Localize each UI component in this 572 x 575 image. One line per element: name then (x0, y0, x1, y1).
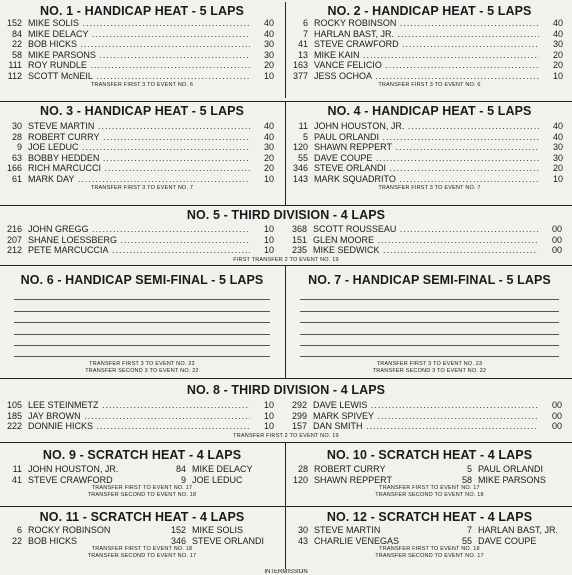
blank-line (14, 289, 270, 300)
rider-name: DAN SMITH ..... (313, 421, 538, 432)
entry-row (286, 50, 572, 61)
event-title: NO. 11 - SCRATCH HEAT - 4 LAPS (39, 510, 245, 524)
car-number: 105 (6, 400, 22, 410)
blank-line (14, 312, 270, 323)
entry-list-left (0, 400, 284, 433)
transfer-note: TRANSFER FIRST 3 TO EVENT NO. 7 (90, 184, 194, 191)
car-number: 11 (298, 121, 308, 131)
car-number: 22 (11, 39, 22, 50)
entry-row (286, 132, 572, 143)
entry-list (0, 525, 284, 546)
entry-row (0, 224, 284, 235)
transfer-note: TRANSFER SECOND TO EVENT NO. 18 (87, 492, 197, 499)
blank-line (300, 312, 559, 323)
entry-row (0, 475, 284, 486)
handicap-points: 20 (250, 163, 284, 174)
rider-name: SHAWN REPPERT ..... (314, 142, 539, 153)
rider-name: MIKE DELACY (192, 464, 253, 474)
handicap-points: 40 (250, 29, 284, 40)
handicap-points: 00 (538, 224, 572, 235)
entry-row (0, 71, 284, 82)
car-number: 216 (6, 224, 22, 234)
handicap-points: 10 (539, 71, 572, 82)
rider-name: BOBBY HEDDEN ..... (28, 153, 250, 164)
event-12 (285, 507, 572, 569)
handicap-points: 10 (250, 411, 284, 422)
handicap-points: 20 (250, 60, 284, 71)
car-number: 41 (11, 474, 22, 485)
car-number: 11 (12, 464, 22, 474)
rider-name: ROBERT CURRY ..... (28, 132, 250, 143)
rider-name: JESS OCHOA ..... (314, 71, 539, 82)
rider-name: JOHN HOUSTON, JR. (28, 464, 119, 474)
entry-row (0, 29, 284, 40)
rider-name: RICH MARCUCCI ..... (28, 163, 250, 174)
rider-name: STEVE CRAWFORD ..... (314, 39, 539, 50)
event-title: NO. 8 - THIRD DIVISION - 4 LAPS (186, 383, 386, 397)
blank-line (300, 289, 559, 300)
section-event-5 (0, 205, 572, 265)
transfer-note: TRANSFER SECOND TO EVENT NO. 17 (87, 553, 197, 560)
entry-list (286, 525, 572, 546)
entry-row (0, 536, 284, 547)
handicap-points: 30 (539, 142, 572, 153)
entry-row (0, 60, 284, 71)
car-number: 84 (11, 28, 22, 39)
blank-line (14, 300, 270, 311)
handicap-points: 00 (538, 245, 572, 256)
blank-line (300, 323, 559, 334)
event-title: NO. 1 - HANDICAP HEAT - 5 LAPS (40, 4, 244, 18)
footer-label: INTERMISSION (264, 569, 308, 575)
car-number: 5 (302, 131, 308, 142)
rider-name: MARK SQUADRITO ..... (314, 174, 539, 185)
rider-name: DAVE COUPE ..... (314, 153, 539, 164)
rider-name: ROY RUNDLE ..... (28, 60, 250, 71)
entry-row (0, 142, 284, 153)
rider-name: STEVE MARTIN (314, 525, 381, 535)
entry-list-right (285, 400, 572, 433)
entry-row (286, 525, 572, 536)
handicap-points: 00 (538, 235, 572, 246)
rider-name: GLEN MOORE ..... (313, 235, 538, 246)
blank-line (300, 346, 559, 357)
entry-row (286, 536, 572, 547)
car-number: 163 (292, 60, 308, 71)
rider-name: MIKE SEDWICK ..... (313, 245, 538, 256)
rider-name: DONNIE HICKS ..... (28, 421, 250, 432)
car-number: 30 (297, 525, 308, 535)
handicap-points: 30 (539, 153, 572, 164)
transfer-note: TRANSFER FIRST TO EVENT NO. 17 (91, 485, 193, 492)
handicap-points: 00 (538, 400, 572, 411)
transfer-note: TRANSFER FIRST 3 TO EVENT NO. 23 (89, 361, 195, 368)
entry-row (0, 121, 284, 132)
car-number: 58 (11, 49, 22, 60)
car-number: 61 (11, 173, 22, 184)
car-number: 84 (175, 464, 186, 474)
car-number: 152 (170, 525, 186, 535)
entry-row (286, 153, 572, 164)
car-number: 143 (292, 173, 308, 184)
car-number: 7 (466, 525, 472, 535)
entry-row (285, 411, 572, 422)
car-number: 120 (292, 474, 308, 485)
section-heats-1-2 (0, 2, 572, 98)
rider-name: MARK SPIVEY ..... (313, 411, 538, 422)
section-scratch-11-12 (0, 506, 572, 569)
entry-row (286, 39, 572, 50)
rider-name: STEVE MARTIN ..... (28, 121, 250, 132)
transfer-note: FIRST TRANSFER 2 TO EVENT NO. 19 (233, 257, 339, 263)
rider-name: JAY BROWN ..... (28, 411, 250, 422)
transfer-note: TRANSFER FIRST TO EVENT NO. 18 (379, 546, 480, 553)
handicap-points: 10 (250, 71, 284, 82)
event-6 (0, 266, 284, 378)
entry-row (286, 60, 572, 71)
handicap-points: 20 (539, 163, 572, 174)
blank-entry-lines (286, 289, 572, 357)
car-number: 377 (292, 70, 308, 81)
blank-line (300, 300, 559, 311)
rider-name: MIKE SOLIS ..... (28, 18, 250, 29)
handicap-points: 30 (539, 39, 572, 50)
handicap-points: 40 (539, 121, 572, 132)
entry-row (0, 132, 284, 143)
rider-name: PAUL ORLANDI ..... (314, 132, 539, 143)
transfer-note: TRANSFER SECOND TO EVENT NO. 18 (375, 492, 484, 499)
rider-name: BOB HICKS (28, 535, 78, 546)
car-number: 222 (6, 421, 22, 432)
rider-name: SCOTT ROUSSEAU ..... (313, 224, 538, 235)
rider-name: MIKE PARSONS ..... (28, 50, 250, 61)
car-number: 28 (11, 131, 22, 142)
entry-row (286, 464, 572, 475)
entry-row (0, 18, 284, 29)
car-number: 30 (11, 121, 22, 131)
transfer-note: TRANSFER SECOND TO EVENT NO. 17 (375, 553, 484, 560)
car-number: 13 (297, 49, 308, 60)
handicap-points: 10 (539, 174, 572, 185)
car-number: 7 (302, 28, 308, 39)
car-number: 346 (170, 535, 186, 546)
event-title: NO. 12 - SCRATCH HEAT - 4 LAPS (326, 510, 533, 524)
event-2 (285, 2, 572, 98)
car-number: 6 (16, 525, 22, 535)
section-scratch-9-10 (0, 442, 572, 506)
car-number: 166 (6, 163, 22, 174)
rider-name: MIKE DELACY ..... (28, 29, 250, 40)
entry-row (0, 174, 284, 185)
entry-row (286, 142, 572, 153)
rider-name: LEE STEINMETZ ..... (28, 400, 250, 411)
car-number: 43 (297, 535, 308, 546)
handicap-points: 10 (250, 235, 284, 246)
entry-row (0, 235, 284, 246)
event-title: NO. 4 - HANDICAP HEAT - 5 LAPS (327, 104, 532, 118)
handicap-points: 00 (538, 411, 572, 422)
car-number: 63 (11, 152, 22, 163)
entry-row (285, 245, 572, 256)
rider-name: MIKE SOLIS (192, 525, 244, 535)
handicap-points: 30 (250, 39, 284, 50)
blank-line (14, 335, 270, 346)
rider-name: STEVE ORLANDI (192, 535, 265, 546)
handicap-points: 10 (250, 421, 284, 432)
handicap-points: 40 (250, 132, 284, 143)
car-number: 151 (291, 234, 307, 245)
car-number: 5 (466, 464, 472, 474)
entry-row (0, 464, 284, 475)
entry-row (0, 39, 284, 50)
entry-list (0, 464, 284, 485)
rider-name: CHARLIE VENEGAS (314, 535, 400, 546)
entry-row (285, 421, 572, 432)
car-number: 292 (291, 400, 307, 410)
event-3 (0, 102, 284, 205)
car-number: 9 (16, 142, 22, 153)
entry-row (0, 153, 284, 164)
handicap-points: 40 (539, 132, 572, 143)
handicap-points: 40 (539, 29, 572, 40)
entry-row (286, 475, 572, 486)
handicap-points: 10 (250, 400, 284, 411)
entry-row (0, 411, 284, 422)
event-title: NO. 2 - HANDICAP HEAT - 5 LAPS (327, 4, 532, 18)
handicap-points: 00 (538, 421, 572, 432)
car-number: 111 (8, 60, 22, 71)
transfer-note: TRANSFER FIRST 3 TO EVENT NO. 6 (378, 81, 481, 88)
car-number: 41 (297, 39, 308, 50)
transfer-note: TRANSFER FIRST 3 TO EVENT NO. 6 (90, 81, 194, 88)
entry-row (286, 174, 572, 185)
rider-name: DAVE LEWIS ..... (313, 400, 538, 411)
entry-list (0, 121, 284, 185)
rider-name: ROBERT CURRY (314, 464, 386, 474)
transfer-note: TRANSFER FIRST 2 TO EVENT NO. 19 (233, 433, 339, 439)
rider-name: JOE LEDUC (192, 474, 243, 485)
entry-row (286, 18, 572, 29)
rider-name: HARLAN BAST, JR. ..... (314, 29, 539, 40)
entry-row (285, 224, 572, 235)
entry-row (0, 525, 284, 536)
entry-row (0, 50, 284, 61)
handicap-points: 30 (250, 142, 284, 153)
rider-name: ROCKY ROBINSON ..... (314, 18, 539, 29)
entry-row (286, 121, 572, 132)
rider-name: SHANE LOESSBERG ..... (28, 235, 250, 246)
handicap-points: 20 (539, 60, 572, 71)
entry-list-right (285, 224, 572, 257)
handicap-points: 10 (250, 245, 284, 256)
rider-name: JOHN GREGG ..... (28, 224, 250, 235)
entry-list (286, 464, 572, 485)
section-event-8 (0, 378, 572, 442)
entry-row (285, 235, 572, 246)
entry-list-left (0, 224, 284, 257)
event-title: NO. 10 - SCRATCH HEAT - 4 LAPS (326, 448, 533, 462)
rider-name: PAUL ORLANDI (478, 464, 544, 474)
section-semis-6-7 (0, 265, 572, 378)
event-10 (285, 443, 572, 506)
handicap-points: 10 (250, 174, 284, 185)
rider-name: HARLAN BAST, JR. (478, 525, 559, 535)
rider-name: MARK DAY ..... (28, 174, 250, 185)
blank-line (14, 323, 270, 334)
handicap-points: 20 (539, 50, 572, 61)
rider-name: MIKE KAIN ..... (314, 50, 539, 61)
event-title: NO. 9 - SCRATCH HEAT - 4 LAPS (42, 448, 242, 462)
rider-name: BOB HICKS ..... (28, 39, 250, 50)
blank-entry-lines (0, 289, 284, 357)
car-number: 112 (7, 70, 22, 81)
car-number: 120 (292, 142, 308, 153)
entry-row (286, 29, 572, 40)
handicap-points: 40 (250, 18, 284, 29)
car-number: 22 (11, 535, 22, 546)
entry-list (0, 18, 284, 82)
blank-line (300, 335, 559, 346)
car-number: 6 (302, 18, 308, 28)
section-heats-3-4 (0, 101, 572, 205)
rider-name: DAVE COUPE (478, 535, 537, 546)
handicap-points: 20 (250, 153, 284, 164)
entry-row (286, 163, 572, 174)
car-number: 28 (297, 464, 308, 474)
transfer-note: TRANSFER SECOND 3 TO EVENT NO. 22 (85, 368, 199, 375)
transfer-note: TRANSFER FIRST TO EVENT NO. 18 (91, 546, 193, 553)
car-number: 58 (461, 474, 472, 485)
event-11 (0, 507, 284, 569)
entry-row (286, 71, 572, 82)
car-number: 368 (291, 224, 307, 234)
car-number: 152 (6, 18, 22, 28)
rider-name: STEVE ORLANDI ..... (314, 163, 539, 174)
rider-name: JOHN HOUSTON, JR. ..... (314, 121, 539, 132)
rider-name: SCOTT McNEIL ..... (28, 71, 250, 82)
event-1 (0, 2, 284, 98)
entry-list (286, 18, 572, 82)
car-number: 299 (291, 410, 307, 421)
entry-row (0, 245, 284, 256)
rider-name: VANCE FELICIO ..... (314, 60, 539, 71)
event-7 (285, 266, 572, 378)
event-9 (0, 443, 284, 506)
event-title: NO. 6 - HANDICAP SEMI-FINAL - 5 LAPS (20, 273, 264, 287)
car-number: 9 (180, 474, 186, 485)
entry-row (0, 163, 284, 174)
handicap-points: 40 (539, 18, 572, 29)
blank-line (14, 346, 270, 357)
rider-name: STEVE CRAWFORD (28, 474, 113, 485)
transfer-note: TRANSFER FIRST TO EVENT NO. 17 (379, 485, 480, 492)
entry-row (285, 400, 572, 411)
event-4 (285, 102, 572, 205)
entry-row (0, 400, 284, 411)
car-number: 346 (292, 163, 308, 174)
car-number: 235 (291, 245, 307, 256)
event-title: NO. 7 - HANDICAP SEMI-FINAL - 5 LAPS (308, 273, 551, 287)
transfer-note: TRANSFER FIRST 3 TO EVENT NO. 23 (376, 361, 483, 368)
handicap-points: 10 (250, 224, 284, 235)
car-number: 212 (6, 245, 22, 256)
transfer-note: TRANSFER FIRST 3 TO EVENT NO. 7 (378, 184, 481, 191)
entry-list (286, 121, 572, 185)
rider-name: MIKE PARSONS (478, 474, 546, 485)
entry-row (0, 421, 284, 432)
handicap-points: 40 (250, 121, 284, 132)
rider-name: ROCKY ROBINSON (28, 525, 111, 535)
handicap-points: 30 (250, 50, 284, 61)
car-number: 185 (6, 410, 22, 421)
car-number: 157 (291, 421, 307, 432)
event-title: NO. 5 - THIRD DIVISION - 4 LAPS (186, 208, 386, 222)
rider-name: PETE MARCUCCIA ..... (28, 245, 250, 256)
rider-name: JOE LEDUC ..... (28, 142, 250, 153)
car-number: 55 (297, 152, 308, 163)
transfer-note: TRANSFER SECOND 3 TO EVENT NO. 22 (372, 368, 487, 375)
car-number: 55 (461, 535, 472, 546)
event-title: NO. 3 - HANDICAP HEAT - 5 LAPS (40, 104, 244, 118)
rider-name: SHAWN REPPERT (314, 474, 393, 485)
car-number: 207 (6, 234, 22, 245)
